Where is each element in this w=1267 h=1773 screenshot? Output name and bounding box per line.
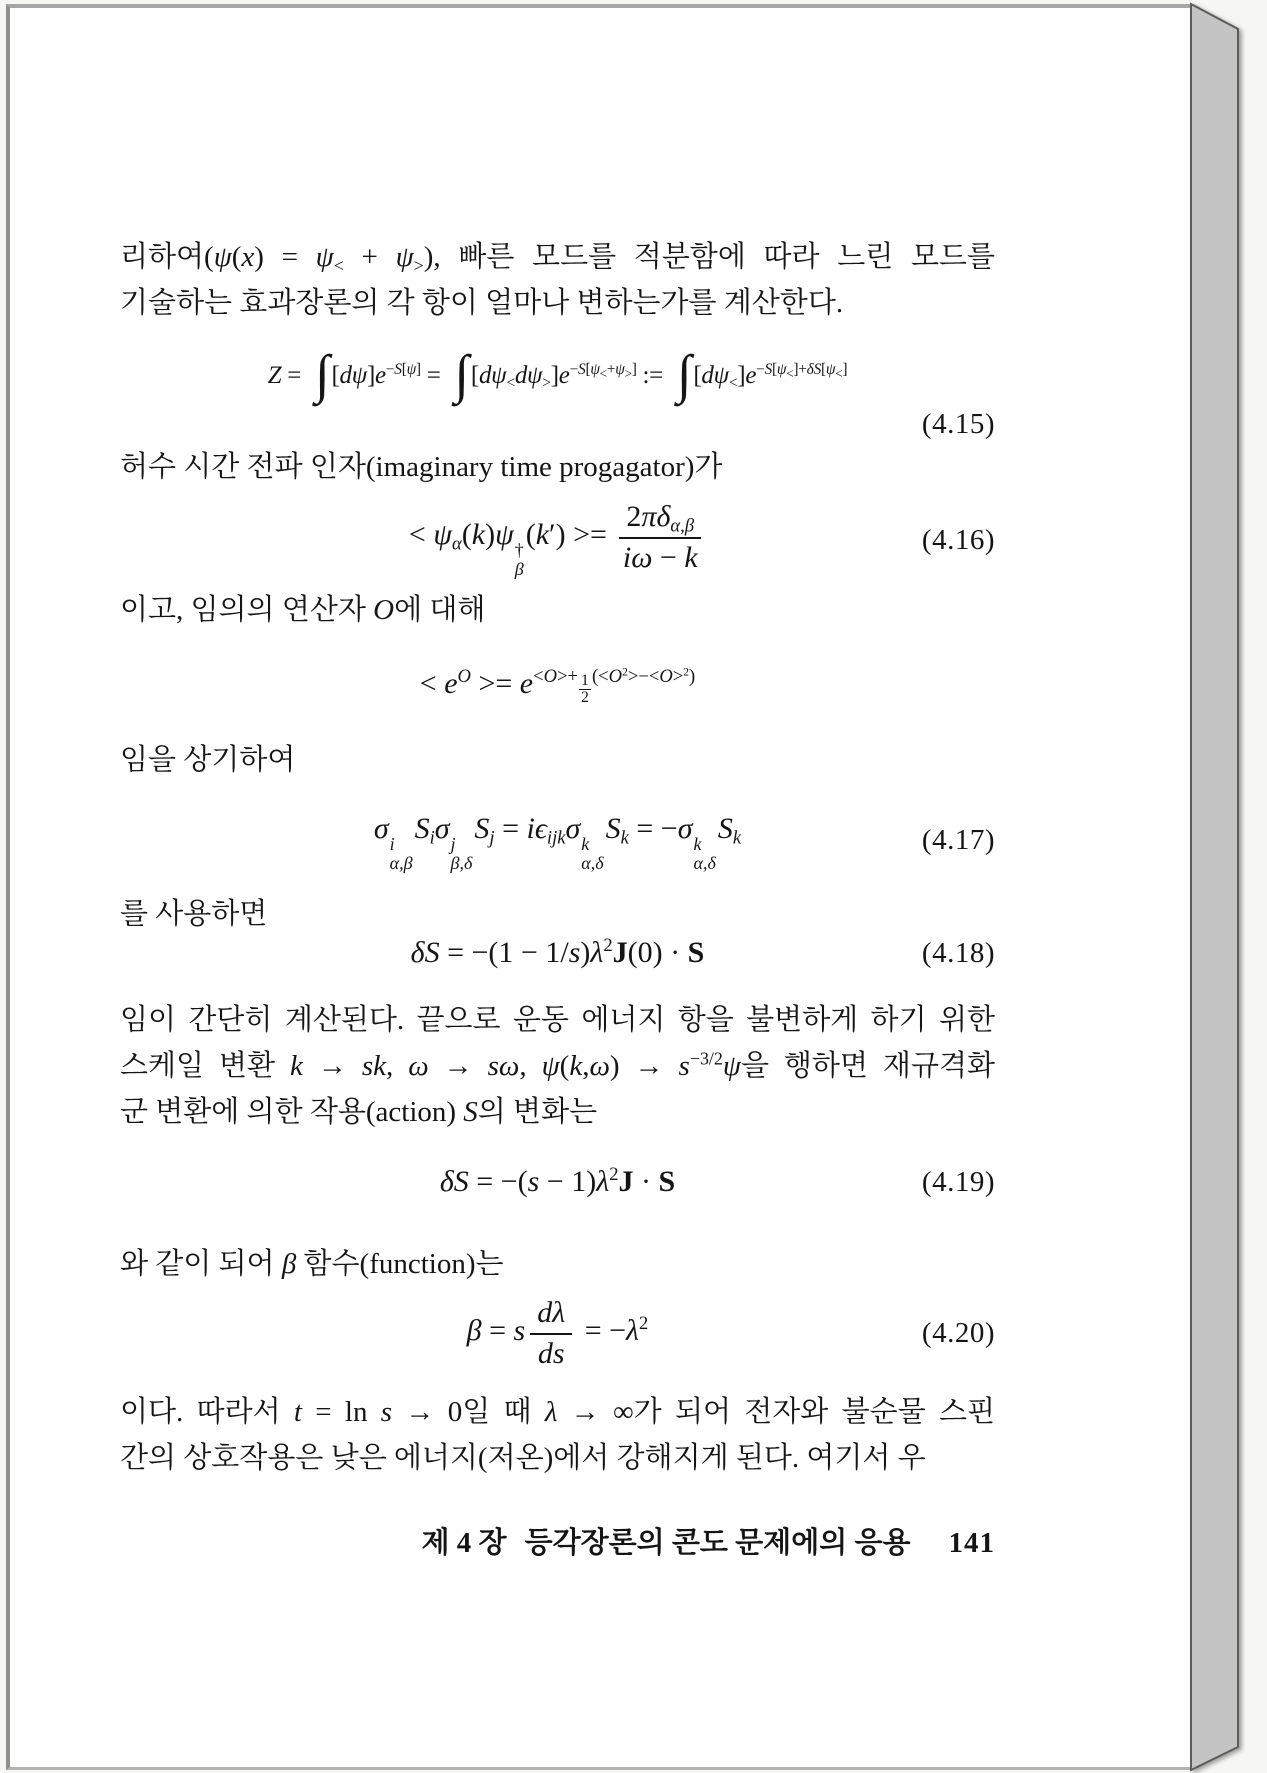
equation-body: < $\psi_\alpha(k)\psi$ † β (k′) >= $\frac{2\pi\delta_{\alpha,\beta}}{i\omega - k}$ <box>409 500 706 579</box>
equation-body: $Z = \int[d\psi]e^{-S[\psi]} = \int[d\psi_<d\psi_>]e^{-S[\psi_<+\psi_>]}$ := $\int[d\psi_<]e^{-S[\psi_<]+\delta S[\psi_<]}$ <box>267 344 848 405</box>
body-text-line: 이고, 임의의 연산자 O에 대해 <box>120 594 486 626</box>
body-text-line: 리하여$(\psi(x) = \psi_< + \psi_>)$, 빠른 모드를 적분함에 따라 느린 모드를 <box>120 241 996 276</box>
page-number: 141 <box>948 1527 995 1559</box>
paragraph-4 <box>120 737 995 783</box>
body-text-line: 이다. 따라서 t = ln s → 0일 때 λ → ∞가 되어 전자와 불순물 스핀 <box>120 1396 995 1428</box>
paragraph-7 <box>120 1241 995 1287</box>
equation-body: σ i α,β $S_i\sigma$ j β,δ $S_j = i\epsilon_{ijk}\sigma$ k α,δ $S_k = -\sigma$ k α,δ $S_k$ <box>373 812 742 874</box>
equation-number-4-19: (4.19) <box>921 1166 995 1198</box>
equation-body: $\delta S = -(1 - 1/s)\lambda^2J(0) \cdot S$ <box>410 935 705 969</box>
equation-4-15 <box>120 336 995 416</box>
equation-4-17 <box>120 808 995 872</box>
equation-body: β = s $\frac{d\lambda}{ds}$ = $-\lambda^2$ <box>466 1295 649 1370</box>
equation-4-18 <box>120 923 995 983</box>
equation-4-20 <box>120 1285 995 1381</box>
body-text-line: 허수 시간 전파 인자(imaginary time progagator)가 <box>120 451 723 483</box>
equation-body: $\delta S = -(s - 1)\lambda^2J \cdot S$ <box>439 1164 676 1198</box>
equation-number-4-15: (4.15) <box>921 408 995 440</box>
paragraph-2 <box>120 444 995 490</box>
body-text-line: 스케일 변환 k → sk, ω → sω, $\psi(k,\omega) \to s^{-3/2}\psi$을 행하면 재규격화 <box>120 1048 995 1082</box>
paragraph-8 <box>120 1389 995 1481</box>
equation-4-19 <box>120 1152 995 1212</box>
paragraph-3 <box>120 587 995 633</box>
equation-4-16 <box>120 490 995 590</box>
equation-number-4-20: (4.20) <box>921 1317 995 1349</box>
chapter-label: 제 4 장 <box>421 1527 507 1559</box>
book-page <box>6 4 1192 1770</box>
chapter-title: 등각장론의 콘도 문제에의 응용 <box>524 1527 911 1559</box>
text-column <box>120 8 995 1767</box>
equation-number-4-17: (4.17) <box>921 824 995 856</box>
body-text-line: 와 같이 되어 β 함수(function)는 <box>120 1248 504 1280</box>
body-text-line: 임을 상기하여 <box>120 744 296 776</box>
equation-number-4-16: (4.16) <box>921 524 995 556</box>
body-text-line: 군 변환에 의한 작용(action) S의 변화는 <box>120 1096 598 1128</box>
body-text-line: 임이 간단히 계산된다. 끝으로 운동 에너지 항을 불변하게 하기 위한 <box>120 1004 995 1036</box>
paragraph-1 <box>120 234 995 326</box>
fore-edge-shape <box>1191 4 1238 1770</box>
body-text-line: 를 사용하면 <box>120 898 268 930</box>
equation-number-4-18: (4.18) <box>921 937 995 969</box>
body-text-line: 기술하는 효과장론의 각 항이 얼마나 변하는가를 계산한다. <box>120 287 844 319</box>
page-footer <box>120 1521 995 1565</box>
paragraph-6 <box>120 997 995 1135</box>
equation-operator-average <box>120 654 995 714</box>
body-text-line: 간의 상호작용은 낮은 에너지(저온)에서 강해지게 된다. 여기서 우 <box>120 1442 926 1474</box>
equation-body: < $e^O >= e^{<O>+ \frac{1}{2} (<O^2>-<O>^2)}$ <box>419 666 696 707</box>
